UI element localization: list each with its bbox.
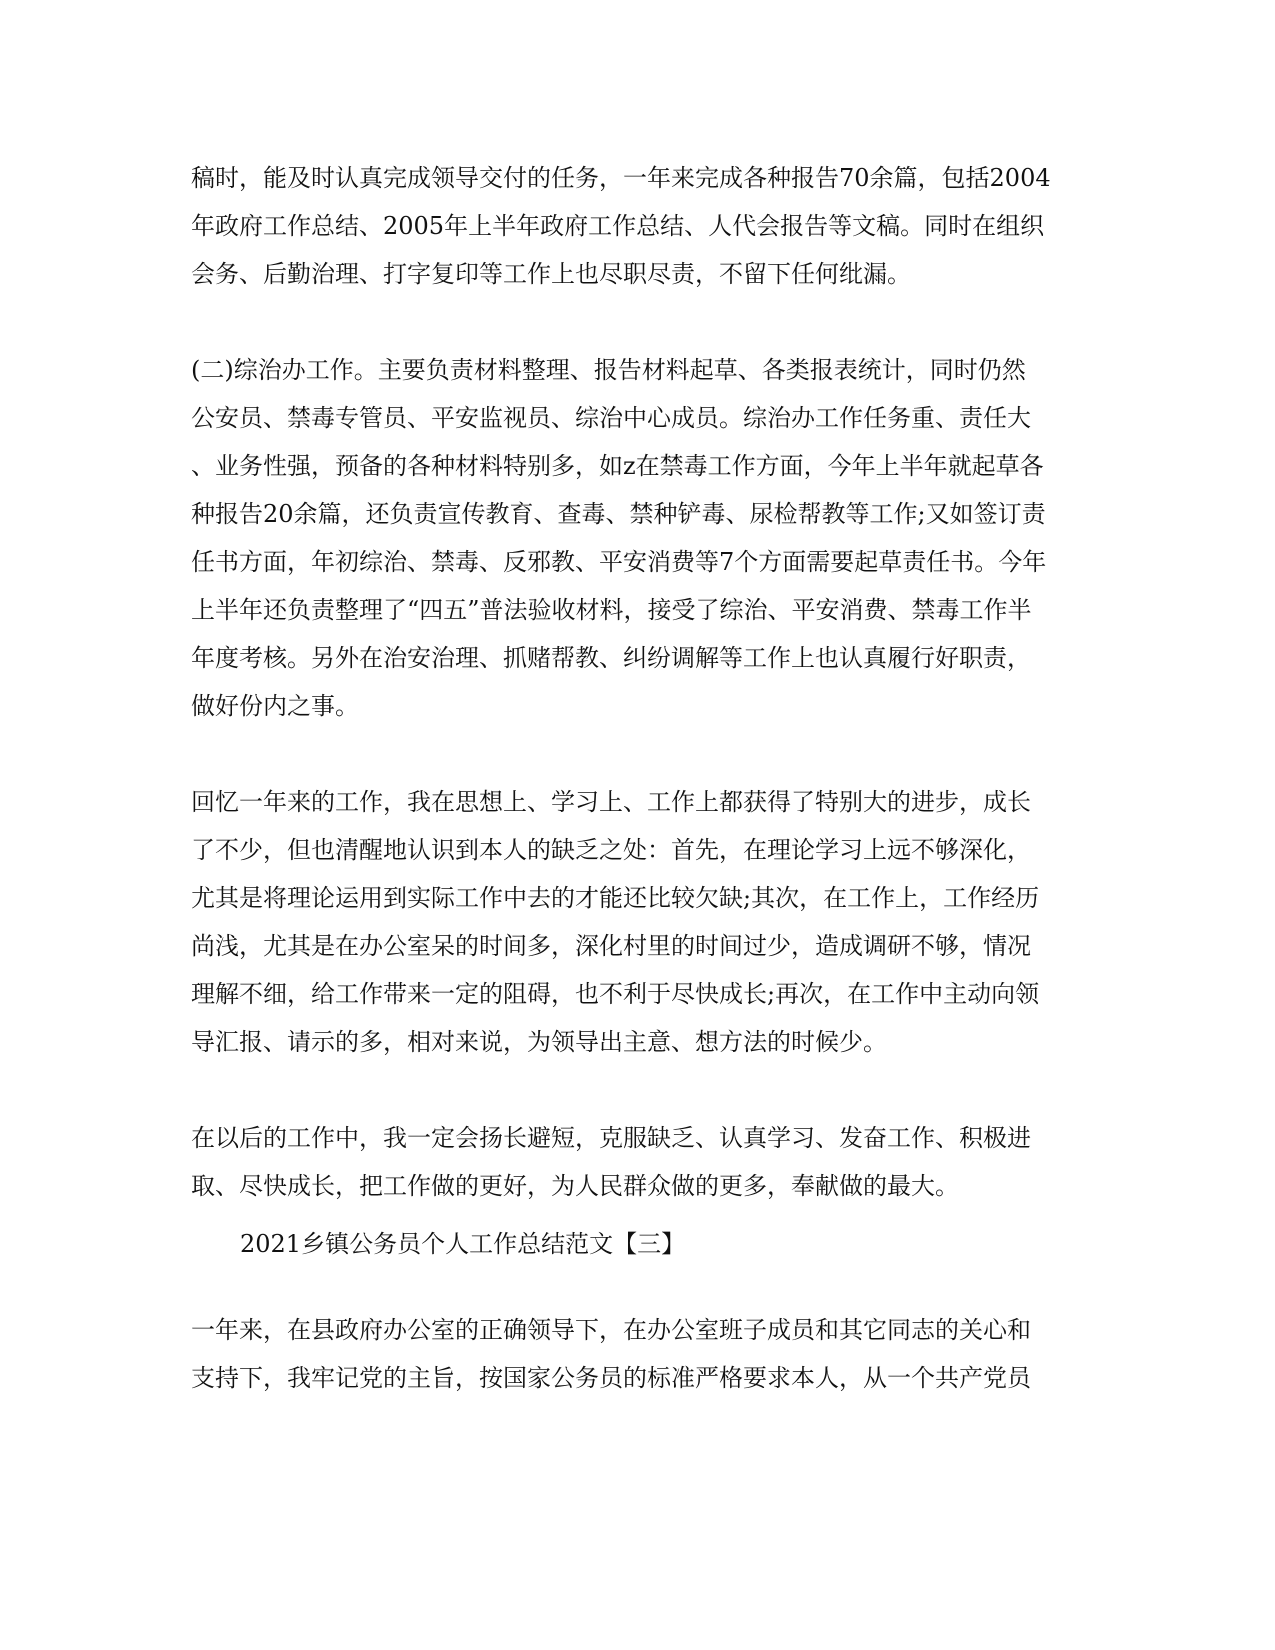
text-line: 取、尽快成长，把工作做的更好，为人民群众做的更多，奉献做的最大。 — [191, 1172, 959, 1200]
text-line: (二)综治办工作。主要负责材料整理、报告材料起草、各类报表统计，同时仍然 — [191, 356, 1026, 384]
text-line: 会务、后勤治理、打字复印等工作上也尽职尽责，不留下任何纰漏。 — [191, 260, 911, 288]
paragraph-3 — [191, 778, 1081, 1066]
text-line: 尚浅，尤其是在办公室呆的时间多，深化村里的时间过少，造成调研不够，情况 — [191, 932, 1031, 960]
text-line: 上半年还负责整理了“四五”普法验收材料，接受了综治、平安消费、禁毒工作半 — [191, 596, 1032, 624]
text-line: 回忆一年来的工作，我在思想上、学习上、工作上都获得了特别大的进步，成长 — [191, 788, 1031, 816]
paragraph-2 — [191, 346, 1081, 730]
text-line: 在以后的工作中，我一定会扬长避短，克服缺乏、认真学习、发奋工作、积极进 — [191, 1124, 1031, 1152]
text-line: 年政府工作总结、2005年上半年政府工作总结、人代会报告等文稿。同时在组织 — [191, 212, 1045, 240]
paragraph-1 — [191, 154, 1081, 298]
text-line: 一年来，在县政府办公室的正确领导下，在办公室班子成员和其它同志的关心和 — [191, 1316, 1031, 1344]
text-line: 了不少，但也清醒地认识到本人的缺乏之处：首先，在理论学习上远不够深化， — [191, 836, 1031, 864]
text-line: 支持下，我牢记党的主旨，按国家公务员的标准严格要求本人，从一个共产党员 — [191, 1364, 1031, 1392]
text-line: 尤其是将理论运用到实际工作中去的才能还比较欠缺;其次，在工作上，工作经历 — [191, 884, 1040, 912]
section-heading: 2021乡镇公务员个人工作总结范文【三】 — [240, 1230, 686, 1258]
text-line: 导汇报、请示的多，相对来说，为领导出主意、想方法的时候少。 — [191, 1028, 887, 1056]
text-line: 种报告20余篇，还负责宣传教育、查毒、禁种铲毒、尿检帮教等工作;又如签订责 — [191, 500, 1046, 528]
paragraph-5 — [191, 1306, 1081, 1402]
paragraph-4 — [191, 1114, 1081, 1210]
text-line: 年度考核。另外在治安治理、抓赌帮教、纠纷调解等工作上也认真履行好职责， — [191, 644, 1031, 672]
text-line: 做好份内之事。 — [191, 692, 359, 720]
text-line: 理解不细，给工作带来一定的阻碍，也不利于尽快成长;再次，在工作中主动向领 — [191, 980, 1040, 1008]
text-line: 稿时，能及时认真完成领导交付的任务，一年来完成各种报告70余篇，包括2004 — [191, 164, 1051, 192]
text-line: 公安员、禁毒专管员、平安监视员、综治中心成员。综治办工作任务重、责任大 — [191, 404, 1031, 432]
text-line: 、业务性强，预备的各种材料特别多，如z在禁毒工作方面，今年上半年就起草各 — [191, 452, 1044, 480]
text-line: 任书方面，年初综治、禁毒、反邪教、平安消费等7个方面需要起草责任书。今年 — [191, 548, 1047, 576]
